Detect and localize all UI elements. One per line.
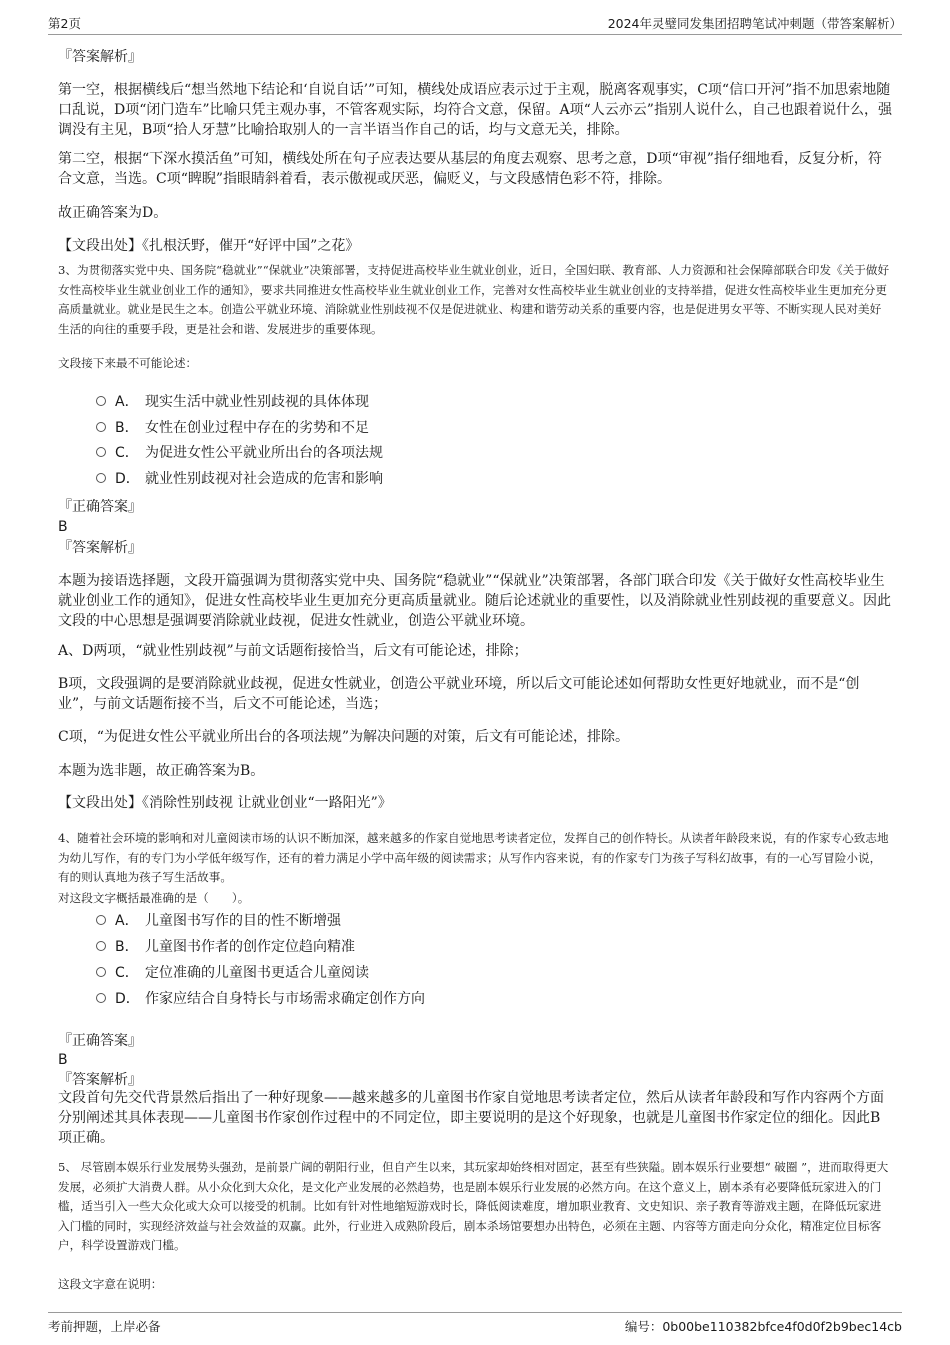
q4-analysis: 文段首句先交代背景然后指出了一种好现象——越来越多的儿童图书作家自觉地思考读者定位，然后从读者年龄段和写作内容两个方面分别阐述其具体表现——儿童图书作家创作过程中的不同定位，即主要说明的是这个好现象，也就是儿童图书作家定位的细化。因此B项正确。 bbox=[58, 1090, 884, 1146]
radio-icon[interactable] bbox=[96, 473, 106, 483]
radio-icon[interactable] bbox=[96, 915, 106, 925]
option-letter: D． bbox=[115, 471, 140, 487]
option-letter: C． bbox=[115, 445, 139, 461]
q3-source: 【文段出处】《消除性别歧视 让就业创业“一路阳光”》 bbox=[58, 795, 392, 811]
q3-option-a[interactable] bbox=[96, 392, 369, 412]
q5-prompt: 这段文字意在说明： bbox=[58, 1277, 163, 1291]
option-letter: B． bbox=[115, 420, 139, 436]
option-letter: A． bbox=[115, 913, 139, 929]
radio-icon[interactable] bbox=[96, 993, 106, 1003]
q3-analysis-para3: B项，文段强调的是要消除就业歧视，促进女性就业，创造公平就业环境，所以后文可能论述如何帮助女性更好地就业，而不是“创业”，与前文话题衔接不当，后文不可能论述，当选； bbox=[58, 676, 860, 712]
document-title: 2024年灵璧同发集团招聘笔试冲刺题（带答案解析） bbox=[607, 16, 902, 31]
option-text: 现实生活中就业性别歧视的具体体现 bbox=[145, 394, 369, 410]
option-text: 女性在创业过程中存在的劣势和不足 bbox=[145, 420, 369, 436]
radio-icon[interactable] bbox=[96, 967, 106, 977]
radio-icon[interactable] bbox=[96, 396, 106, 406]
q4-answer-label: 『正确答案』 bbox=[58, 1033, 142, 1049]
q3-option-b[interactable] bbox=[96, 418, 369, 438]
q4-option-b[interactable] bbox=[96, 937, 355, 957]
q3-answer: B bbox=[58, 519, 68, 535]
q3-prompt: 文段接下来最不可能论述： bbox=[58, 356, 198, 370]
option-text: 为促进女性公平就业所出台的各项法规 bbox=[145, 445, 383, 461]
radio-icon[interactable] bbox=[96, 422, 106, 432]
option-letter: C． bbox=[115, 965, 139, 981]
q2-conclusion: 故正确答案为D。 bbox=[58, 205, 168, 221]
q4-option-d[interactable] bbox=[96, 989, 425, 1009]
footer-slogan: 考前押题，上岸必备 bbox=[48, 1319, 161, 1334]
option-letter: A． bbox=[115, 394, 139, 410]
q3-analysis-para2: A、D两项，“就业性别歧视”与前文话题衔接恰当，后文有可能论述，排除； bbox=[58, 643, 528, 659]
q4-prompt: 对这段文字概括最准确的是（ ）。 bbox=[58, 891, 250, 905]
q4-analysis-label: 『答案解析』 bbox=[58, 1072, 142, 1088]
q4-answer: B bbox=[58, 1052, 68, 1068]
page-number: 第2页 bbox=[48, 16, 81, 31]
option-text: 作家应结合自身特长与市场需求确定创作方向 bbox=[145, 991, 425, 1007]
radio-icon[interactable] bbox=[96, 941, 106, 951]
q4-option-a[interactable] bbox=[96, 911, 341, 931]
q2-analysis-para1: 第一空，根据横线后“想当然地下结论和‘自说自话’”可知，横线处成语应表示过于主观，脱离客观事实，C项“信口开河”指不加思索地随口乱说，D项“闭门造车”比喻只凭主观办事，不管客观实际，均符合文意，保留。A项“人云亦云”指别人说什么，自己也跟着说什么，强调没有主见，B项“拾人牙慧”比喻拾取别人的一言半语当作自己的话，均与文意无关，排除。 bbox=[58, 82, 892, 138]
q2-analysis-para2: 第二空，根据“下深水摸活鱼”可知，横线处所在句子应表达要从基层的角度去观察、思考之意，D项“审视”指仔细地看，反复分析，符合文意，当选。C项“睥睨”指眼睛斜着看，表示傲视或厌恶，偏贬义，与文段感情色彩不符，排除。 bbox=[58, 151, 882, 187]
document-id: 编号：0b00be110382bfce4f0d0f2b9bec14cb bbox=[624, 1319, 902, 1334]
q4-stem: 4、随着社会环境的影响和对儿童阅读市场的认识不断加深，越来越多的作家自觉地思考读者定位，发挥自己的创作特长。从读者年龄段来说，有的作家专心致志地为幼儿写作，有的专门为小学低年级写作，还有的着力满足小学中高年级的阅读需求；从写作内容来说，有的作家专门为孩子写科幻故事，有的一心写冒险小说，有的则认真地为孩子写生活故事。 bbox=[58, 831, 889, 884]
option-letter: D． bbox=[115, 991, 140, 1007]
radio-icon[interactable] bbox=[96, 447, 106, 457]
option-letter: B． bbox=[115, 939, 139, 955]
q2-analysis-label: 『答案解析』 bbox=[58, 49, 142, 65]
option-text: 定位准确的儿童图书更适合儿童阅读 bbox=[145, 965, 369, 981]
option-text: 就业性别歧视对社会造成的危害和影响 bbox=[145, 471, 383, 487]
q3-analysis-para4: C项，“为促进女性公平就业所出台的各项法规”为解决问题的对策，后文有可能论述，排除。 bbox=[58, 729, 630, 745]
page-header bbox=[48, 12, 902, 35]
option-text: 儿童图书作者的创作定位趋向精准 bbox=[145, 939, 355, 955]
page-footer bbox=[48, 1312, 902, 1337]
q3-analysis-label: 『答案解析』 bbox=[58, 540, 142, 556]
option-text: 儿童图书写作的目的性不断增强 bbox=[145, 913, 341, 929]
q3-option-d[interactable] bbox=[96, 469, 383, 489]
q4-option-c[interactable] bbox=[96, 963, 369, 983]
q3-answer-label: 『正确答案』 bbox=[58, 499, 142, 515]
q5-stem: 5、 尽管剧本娱乐行业发展势头强劲，是前景广阔的朝阳行业，但自产生以来，其玩家却始终相对固定，甚至有些狭隘。剧本娱乐行业要想“ 破圈 ”，进而取得更大发展，必须扩大消费人群。从小众化到大众化，是文化产业发展的必然趋势，也是剧本娱乐行业发展的必然方向。在这个意义上，剧本杀有必要降低玩家进入的门槛，适当引入一些大众化或大众可以接受的机制。比如有针对性地缩短游戏时长，降低阅读难度，增加职业教育、文史知识、亲子教育等游戏主题，在降低玩家进入门槛的同时，实现经济效益与社会效益的双赢。此外，行业进入成熟阶段后，剧本杀场馆要想办出特色，必须在主题、内容等方面走向分众化，精准定位目标客户，科学设置游戏门槛。 bbox=[58, 1160, 889, 1252]
q3-stem: 3、为贯彻落实党中央、国务院“稳就业”“保就业”决策部署，支持促进高校毕业生就业创业，近日，全国妇联、教育部、人力资源和社会保障部联合印发《关于做好女性高校毕业生就业创业工作的通知》，要求共同推进女性高校毕业生就业创业工作，完善对女性高校毕业生就业创业的支持举措，促进女性高校毕业生更加充分更高质量就业。就业是民生之本。创造公平就业环境、消除就业性别歧视不仅是促进就业、构建和谐劳动关系的重要内容，也是促进男女平等、不断实现人民对美好生活的向往的重要手段，更是社会和谐、发展进步的重要体现。 bbox=[58, 263, 890, 336]
q2-source: 【文段出处】《扎根沃野，催开“好评中国”之花》 bbox=[58, 238, 360, 254]
q3-option-c[interactable] bbox=[96, 443, 383, 463]
q3-conclusion: 本题为选非题，故正确答案为B。 bbox=[58, 763, 265, 779]
q3-analysis-para1: 本题为接语选择题，文段开篇强调为贯彻落实党中央、国务院“稳就业”“保就业”决策部署，各部门联合印发《关于做好女性高校毕业生就业创业工作的通知》，促进女性高校毕业生更加充分更高质量就业。随后论述就业的重要性，以及消除就业性别歧视的重要意义。因此文段的中心思想是强调要消除就业歧视，促进女性就业，创造公平就业环境。 bbox=[58, 573, 891, 629]
